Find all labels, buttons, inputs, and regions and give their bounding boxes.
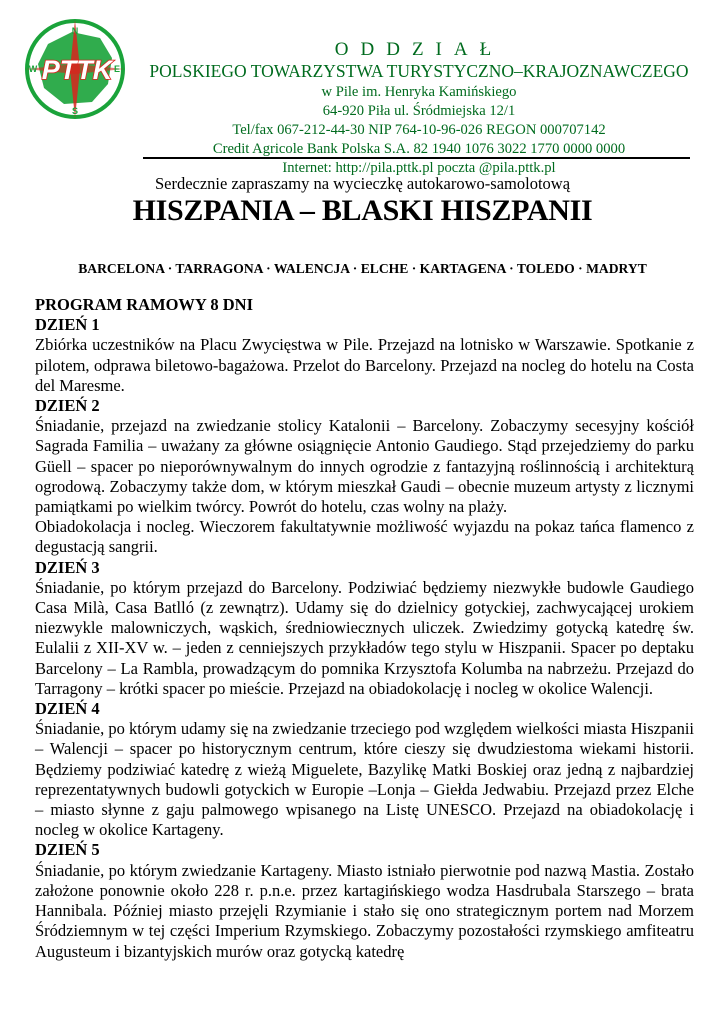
header-oddzial: ODDZIAŁ — [334, 39, 504, 60]
day-paragraph: Śniadanie, po którym zwiedzanie Kartageny. Miasto istniało pierwotnie pod nazwą Mastia. Zostało założone ponownie około 228 r. p.n.e. przez kartagińskiego wodza Hasdrubala Starszego – brata Hannibala. Później miasto przejęli Rzymianie i stało się ono strategicznym portem nad Morzem Śródziemnym w tej części Imperium Rzymskiego. Zobaczymy pozostałości rzymskiego amfiteatru Augusteum i bizantyjskich murów oraz gotycką katedrę — [35, 860, 694, 961]
pttk-logo — [20, 14, 130, 124]
day-paragraph: Śniadanie, po którym przejazd do Barcelony. Podziwiać będziemy niezwykłe budowle Gaudiego Casa Milà, Casa Batlló (z zewnątrz). Udamy się do dzielnicy gotyckiej, zachwycającej urokiem niezwykle malowniczych, wąskich, średniowiecznych uliczek. Zwiedzimy gotycką katedrę św. Eulalii z XII-XV w. – jeden z cenniejszych przykładów tego stylu w Hiszpanii. Spacer po deptaku Barcelony – La Rambla, prowadzącym do pomnika Krzysztofa Kolumba na nabrzeżu. Przejazd do Tarragony – krótki spacer po mieście. Przejazd na obiadokolację i nocleg w okolice Walencji. — [35, 577, 694, 698]
compass-east: E — [113, 64, 121, 74]
day-paragraph: Śniadanie, po którym udamy się na zwiedzanie trzeciego pod względem wielkości miasta Hiszpanii – Walencji – spacer po historycznym centrum, które cieszy się dwudziestoma wiekami historii. Będziemy podziwiać katedrę z wieżą Miguelete, Bazylikę Matki Boskiej oraz jedną z najbardziej reprezentatywnych budowli gotyckich w Europie –Lonja – Giełda Jedwabiu. Przejazd przez Elche – miasto słynne z gaju palmowego wpisanego na Listę UNESCO. Przejazd na obiadokolację i nocleg w okolice Kartageny. — [35, 719, 694, 840]
header-branch: w Pile im. Henryka Kamińskiego — [321, 84, 517, 100]
program — [35, 295, 694, 962]
route-cities: BARCELONA · TARRAGONA · WALENCJA · ELCHE · KARTAGENA · TOLEDO · MADRYT — [78, 261, 647, 276]
day-paragraph: Obiadokolacja i nocleg. Wieczorem fakultatywnie możliwość wyjazdu na pokaz tańca flamenco z degustacją sangrii. — [35, 517, 694, 557]
header-phones: Tel/fax 067-212-44-30 NIP 764-10-96-026 REGON 000707142 — [232, 122, 606, 138]
header-divider — [143, 157, 690, 159]
header-address: 64-920 Piła ul. Śródmiejska 12/1 — [322, 103, 516, 119]
day-label: DZIEŃ 1 — [35, 315, 100, 335]
day-paragraph: Śniadanie, przejazd na zwiedzanie stolicy Katalonii – Barcelony. Zobaczymy secesyjny kościół Sagrada Familia – uważany za główne osiągnięcie Antonio Gaudiego. Stąd przejedziemy do parku Güell – spacer po nieporównywalnym do innych ogrodzie z fantazyjną roślinnością i architekturą ogrodową. Zobaczymy także dom, w którym mieszkał Gaudi – obecnie muzeum artysty z licznymi pamiątkami po wielkim twórcy. Powrót do hotelu, czas wolny na plaży. — [35, 416, 694, 517]
header-organization: POLSKIEGO TOWARZYSTWA TURYSTYCZNO–KRAJOZNAWCZEGO — [149, 61, 689, 81]
day-label: DZIEŃ 3 — [35, 557, 100, 577]
day-label: DZIEŃ 4 — [35, 699, 100, 719]
logo-text: PTTK — [41, 55, 113, 85]
day-paragraph: Zbiórka uczestników na Placu Zwycięstwa w Pile. Przejazd na lotnisko w Warszawie. Spotkanie z pilotem, odprawa biletowo-bagażowa. Przelot do Barcelony. Przejazd na nocleg do hotelu na Costa del Maresme. — [35, 335, 694, 395]
header-bank: Credit Agricole Bank Polska S.A. 82 1940 1076 3022 1770 0000 0000 — [212, 141, 626, 157]
page-title: HISZPANIA – BLASKI HISZPANII — [132, 194, 593, 227]
compass-north: N — [71, 26, 79, 36]
compass-south: S — [71, 106, 79, 116]
header-internet: Internet: http://pila.pttk.pl poczta @pila.pttk.pl — [282, 160, 556, 176]
day-label: DZIEŃ 5 — [35, 840, 100, 860]
compass-west: W — [28, 64, 38, 74]
invite-text: Serdecznie zapraszamy na wycieczkę autokarowo-samolotową — [154, 174, 571, 193]
program-heading: PROGRAM RAMOWY 8 DNI — [35, 295, 253, 314]
day-label: DZIEŃ 2 — [35, 396, 100, 416]
